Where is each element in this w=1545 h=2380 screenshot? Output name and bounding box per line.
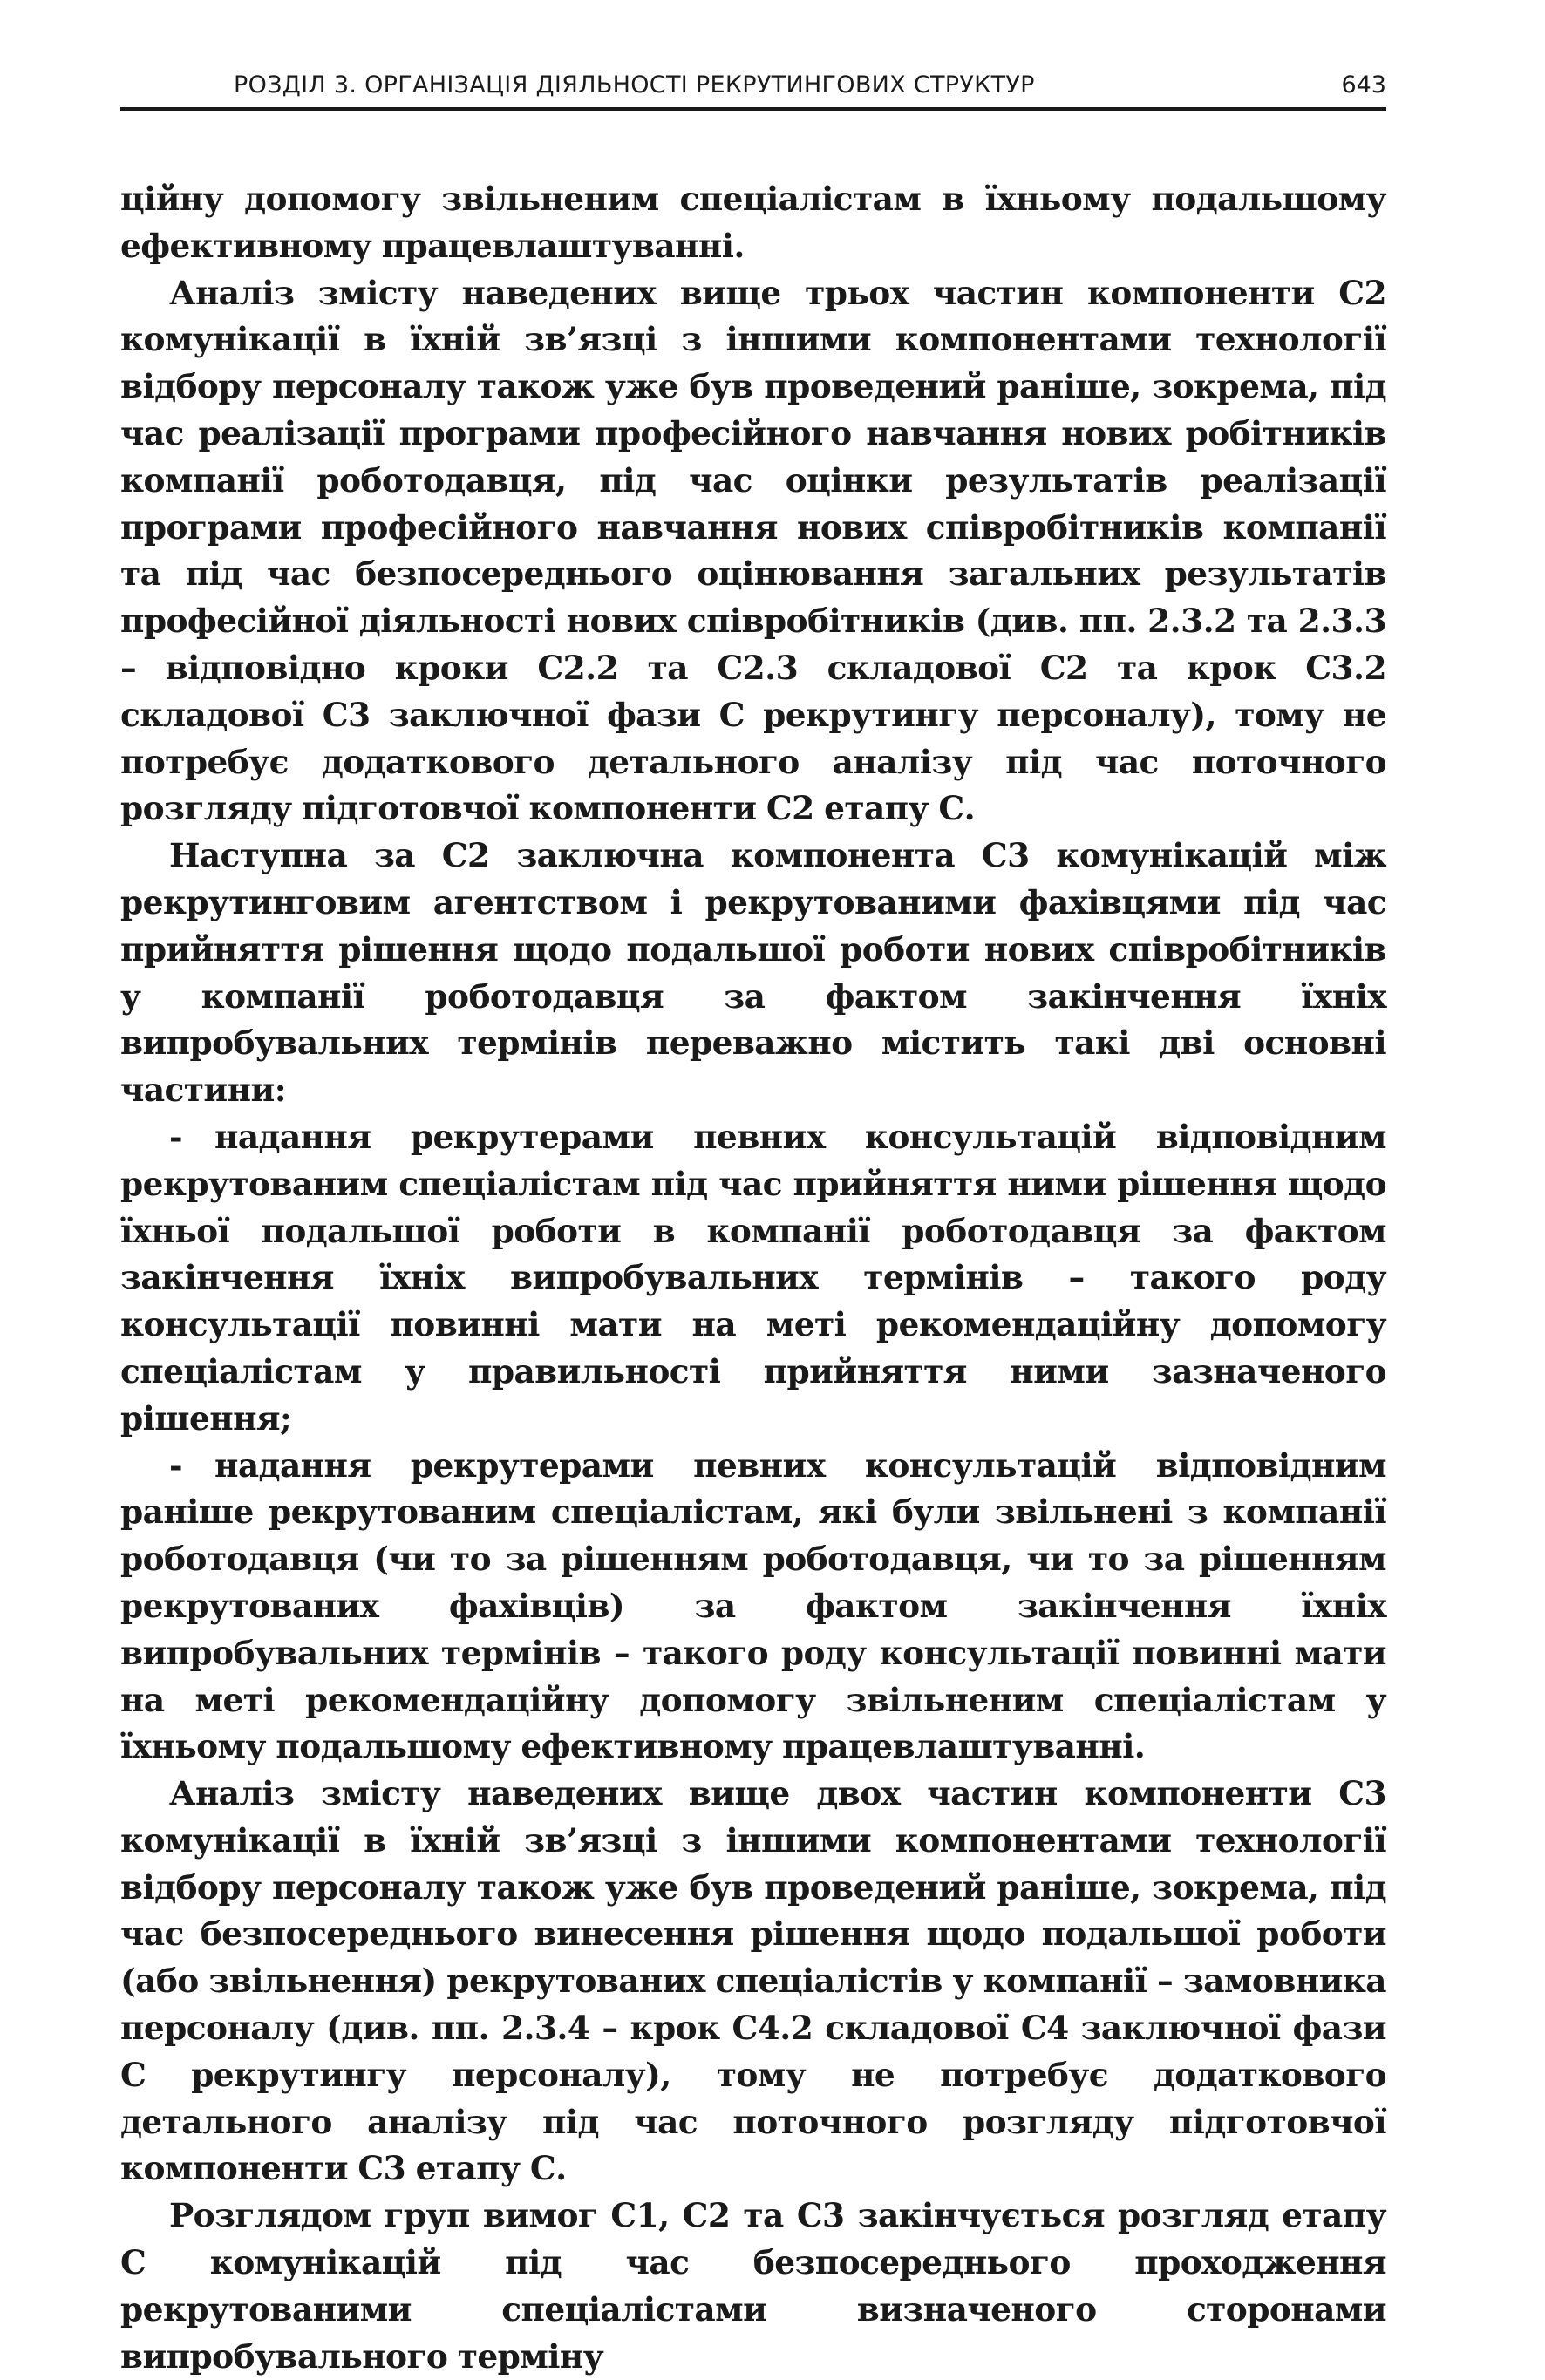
list-item — [120, 1114, 1386, 1443]
paragraph: Наступна за С2 заключна компонента С3 комунікацій між рекрутинговим агентством і рекрутованими фахівцями під час прийняття рішення щодо подальшої роботи нових співробітників у компанії роботодавця за фактом закінчення їхніх випробувальних термінів переважно містить такі дві основні частини: — [120, 836, 1386, 1110]
paragraph: Аналіз змісту наведених вище двох частин компоненти С3 комунікації в їхній зв’язці з іншими компонентами технології відбору персоналу також уже був проведений раніше, зокрема, під час безпосереднього винесення рішення щодо подальшої роботи (або звільнення) рекрутованих спеціалістів у компанії – замовника персоналу (див. пп. 2.3.4 – крок С4.2 складової С4 заключної фази С рекрутингу персоналу), тому не потребує додаткового детального аналізу під час поточного розгляду підготовчої компоненти С3 етапу С. — [120, 1774, 1386, 2188]
paragraph-continuation: ційну допомогу звільненим спеціалістам в їхньому подальшому ефективному працевлаштуванні. — [120, 180, 1386, 265]
paragraph: Розглядом груп вимог С1, С2 та С3 закінчується розгляд етапу С комунікацій під час безпосереднього проходження рекрутованими спеціалістами визначеного сторонами випробувального терміну — [120, 2196, 1386, 2376]
list-item — [120, 1443, 1386, 1771]
page-number: 643 — [1341, 71, 1386, 99]
running-header — [120, 66, 1386, 105]
bullet-marker: - — [169, 1445, 182, 1485]
bullet-marker: - — [169, 1117, 182, 1156]
header-rule — [120, 107, 1386, 111]
running-title: РОЗДІЛ 3. ОРГАНІЗАЦІЯ ДІЯЛЬНОСТІ РЕКРУТИНГОВИХ СТРУКТУР — [234, 71, 1035, 99]
list-item-text: надання рекрутерами певних консультацій відповідним рекрутованим спеціалістам під час прийняття ними рішення щодо їхньої подальшої роботи в компанії роботодавця за фактом закінчення їхніх випробувальних термінів – такого роду консультації повинні мати на меті рекомендаційну допомогу спеціалістам у правильності прийняття ними зазначеного рішення; — [120, 1117, 1386, 1438]
paragraph: Аналіз змісту наведених вище трьох частин компоненти С2 комунікації в їхній зв’язці з іншими компонентами технології відбору персоналу також уже був проведений раніше, зокрема, під час реалізації програми професійного навчання нових робітників компанії роботодавця, під час оцінки результатів реалізації програми професійного навчання нових співробітників компанії та під час безпосереднього оцінювання загальних результатів професійної діяльності нових співробітників (див. пп. 2.3.2 та 2.3.3 – відповідно кроки С2.2 та С2.3 складової С2 та крок С3.2 складової С3 заключної фази С рекрутингу персоналу), тому не потребує додаткового детального аналізу під час поточного розгляду підготовчої компоненти С2 етапу С. — [120, 273, 1386, 828]
list-item-text: надання рекрутерами певних консультацій відповідним раніше рекрутованим спеціалістам, які були звільнені з компанії роботодавця (чи то за рішенням роботодавця, чи то за рішенням рекрутованих фахівців) за фактом закінчення їхніх випробувальних термінів – такого роду консультації повинні мати на меті рекомендаційну допомогу звільненим спеціалістам у їхньому подальшому ефективному працевлаштуванні. — [120, 1445, 1386, 1766]
body-text — [120, 176, 1386, 2380]
